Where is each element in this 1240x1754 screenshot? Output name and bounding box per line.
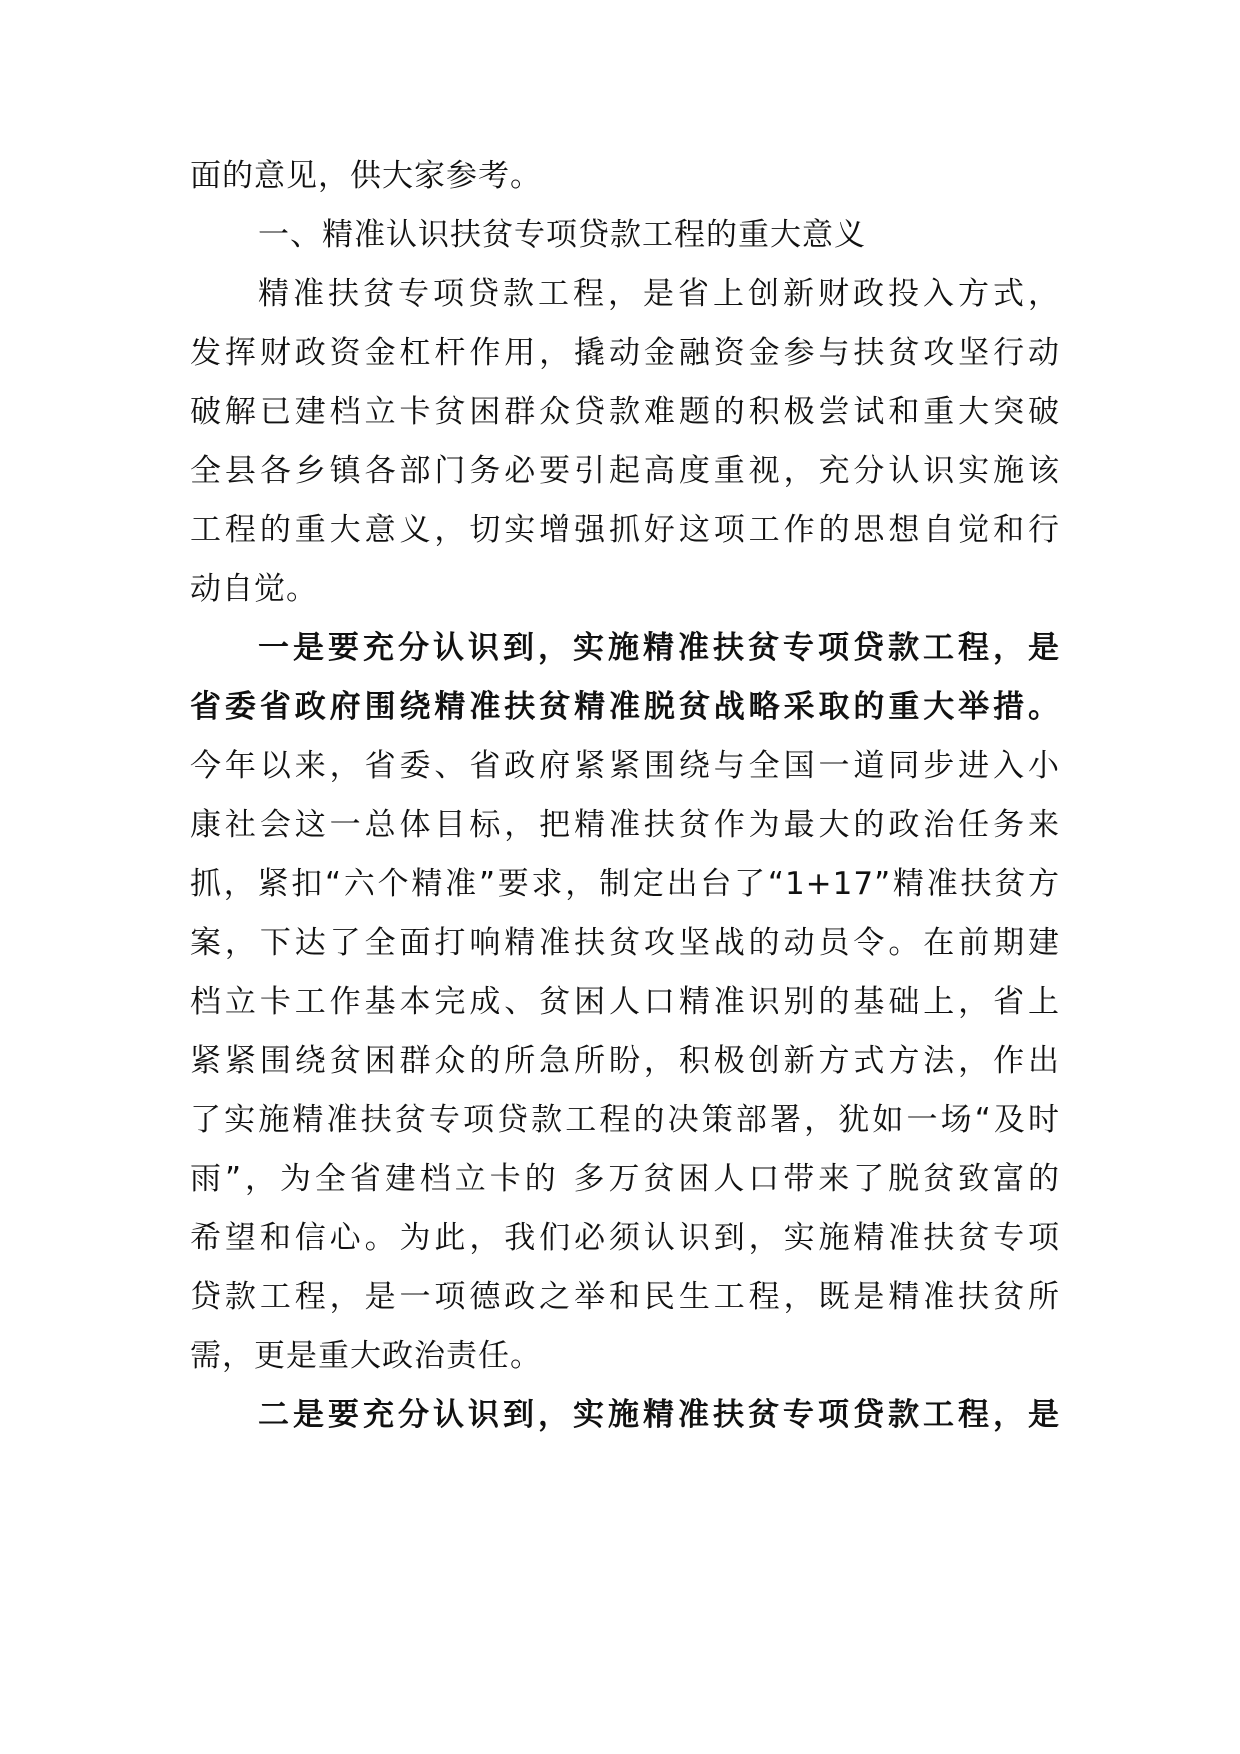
body-text-line: 档立卡工作基本完成、贫困人口精准识别的基础上，省上 <box>190 984 1060 1020</box>
body-text-line: 全县各乡镇各部门务必要引起高度重视，充分认识实施该 <box>190 453 1060 489</box>
bold-lead-line: 二是要充分认识到，实施精准扶贫专项贷款工程，是 <box>258 1397 1060 1433</box>
body-text-line: 希望和信心。为此，我们必须认识到，实施精准扶贫专项 <box>190 1220 1060 1256</box>
body-text-line: 紧紧围绕贫困群众的所急所盼，积极创新方式方法，作出 <box>190 1043 1060 1079</box>
bold-lead-line: 省委省政府围绕精准扶贫精准脱贫战略采取的重大举措。 <box>190 689 1060 725</box>
body-text-line: 今年以来，省委、省政府紧紧围绕与全国一道同步进入小 <box>190 748 1060 784</box>
body-text-line: 动自觉。 <box>190 571 318 607</box>
body-text-line: 需，更是重大政治责任。 <box>190 1338 542 1374</box>
body-text-line: 雨”，为全省建档立卡的 多万贫困人口带来了脱贫致富的 <box>190 1161 1060 1197</box>
body-text-line: 抓，紧扣“六个精准”要求，制定出台了“1+17”精准扶贫方 <box>190 866 1060 902</box>
body-text-line: 了实施精准扶贫专项贷款工程的决策部署，犹如一场“及时 <box>190 1102 1060 1138</box>
section-heading: 一、精准认识扶贫专项贷款工程的重大意义 <box>258 217 866 253</box>
body-text-line: 贷款工程，是一项德政之举和民生工程，既是精准扶贫所 <box>190 1279 1060 1315</box>
body-text-line: 康社会这一总体目标，把精准扶贫作为最大的政治任务来 <box>190 807 1060 843</box>
body-text-line: 精准扶贫专项贷款工程，是省上创新财政投入方式， <box>258 276 1060 312</box>
body-text-line: 发挥财政资金杠杆作用，撬动金融资金参与扶贫攻坚行动 <box>190 335 1060 371</box>
body-text-line: 破解已建档立卡贫困群众贷款难题的积极尝试和重大突破 <box>190 394 1060 430</box>
body-text-line: 案，下达了全面打响精准扶贫攻坚战的动员令。在前期建 <box>190 925 1060 961</box>
bold-lead-line: 一是要充分认识到，实施精准扶贫专项贷款工程，是 <box>258 630 1060 666</box>
body-text-line: 面的意见，供大家参考。 <box>190 158 542 194</box>
body-text-line: 工程的重大意义，切实增强抓好这项工作的思想自觉和行 <box>190 512 1060 548</box>
